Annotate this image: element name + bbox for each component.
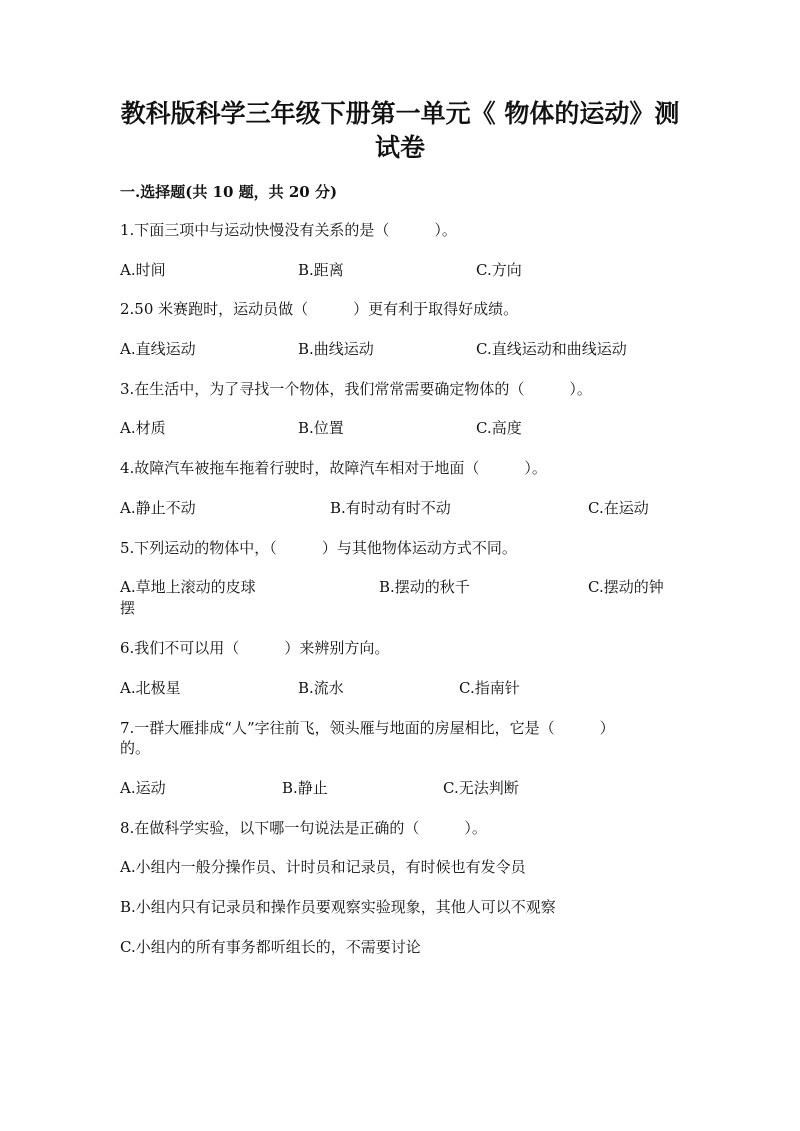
question-3-option-b: B.位置 <box>298 419 344 437</box>
question-5-option-c: C.摆动的钟 <box>588 578 664 596</box>
page-title-line-2: 试卷 <box>374 133 425 162</box>
question-1-option-b: B.距离 <box>298 261 344 279</box>
question-3-stem: 3.在生活中，为了寻找一个物体，我们常常需要确定物体的（ ）。 <box>120 380 592 398</box>
question-7-stem: 7.一群大雁排成“人”字往前飞，领头雁与地面的房屋相比，它是（ ） <box>120 719 615 737</box>
question-6-option-a: A.北极星 <box>120 679 181 697</box>
question-5-option-b: B.摆动的秋千 <box>379 578 470 596</box>
page-title-line-1: 教科版科学三年级下册第一单元《 物体的运动》测 <box>120 99 680 128</box>
question-4-stem: 4.故障汽车被拖车拖着行驶时，故障汽车相对于地面（ ）。 <box>120 459 547 477</box>
question-5-option-a: A.草地上滚动的皮球 <box>120 578 256 596</box>
question-2-option-c: C.直线运动和曲线运动 <box>476 340 627 358</box>
question-6-option-c: C.指南针 <box>459 679 520 697</box>
question-5-stem: 5.下列运动的物体中，（ ）与其他物体运动方式不同。 <box>120 539 517 557</box>
question-7-option-a: A.运动 <box>120 779 166 797</box>
question-7-option-b: B.静止 <box>282 779 328 797</box>
question-4-option-b: B.有时动有时不动 <box>330 499 451 517</box>
question-1-option-c: C.方向 <box>476 261 522 279</box>
question-1-option-a: A.时间 <box>120 261 166 279</box>
question-2-option-a: A.直线运动 <box>120 340 196 358</box>
question-8-option-b: B.小组内只有记录员和操作员要观察实验现象，其他人可以不观察 <box>120 898 556 916</box>
question-8-option-c: C.小组内的所有事务都听组长的，不需要讨论 <box>120 938 421 956</box>
question-1-stem: 1.下面三项中与运动快慢没有关系的是（ ）。 <box>120 221 457 239</box>
question-4-option-c: C.在运动 <box>588 499 649 517</box>
question-7-option-c: C.无法判断 <box>443 779 519 797</box>
question-3-option-c: C.高度 <box>476 419 522 437</box>
question-5-option-c-continued: 摆 <box>120 599 136 617</box>
section-heading: 一.选择题(共 10 题，共 20 分) <box>120 183 338 201</box>
question-2-stem: 2.50 米赛跑时，运动员做（ ）更有利于取得好成绩。 <box>120 300 519 318</box>
question-4-option-a: A.静止不动 <box>120 499 196 517</box>
question-3-option-a: A.材质 <box>120 419 166 437</box>
question-8-option-a: A.小组内一般分操作员、计时员和记录员，有时候也有发令员 <box>120 858 526 876</box>
question-7-stem-continued: 的。 <box>120 739 151 757</box>
question-6-stem: 6.我们不可以用（ ）来辨别方向。 <box>120 639 390 657</box>
question-2-option-b: B.曲线运动 <box>298 340 374 358</box>
question-8-stem: 8.在做科学实验，以下哪一句说法是正确的（ ）。 <box>120 819 487 837</box>
question-6-option-b: B.流水 <box>298 679 344 697</box>
